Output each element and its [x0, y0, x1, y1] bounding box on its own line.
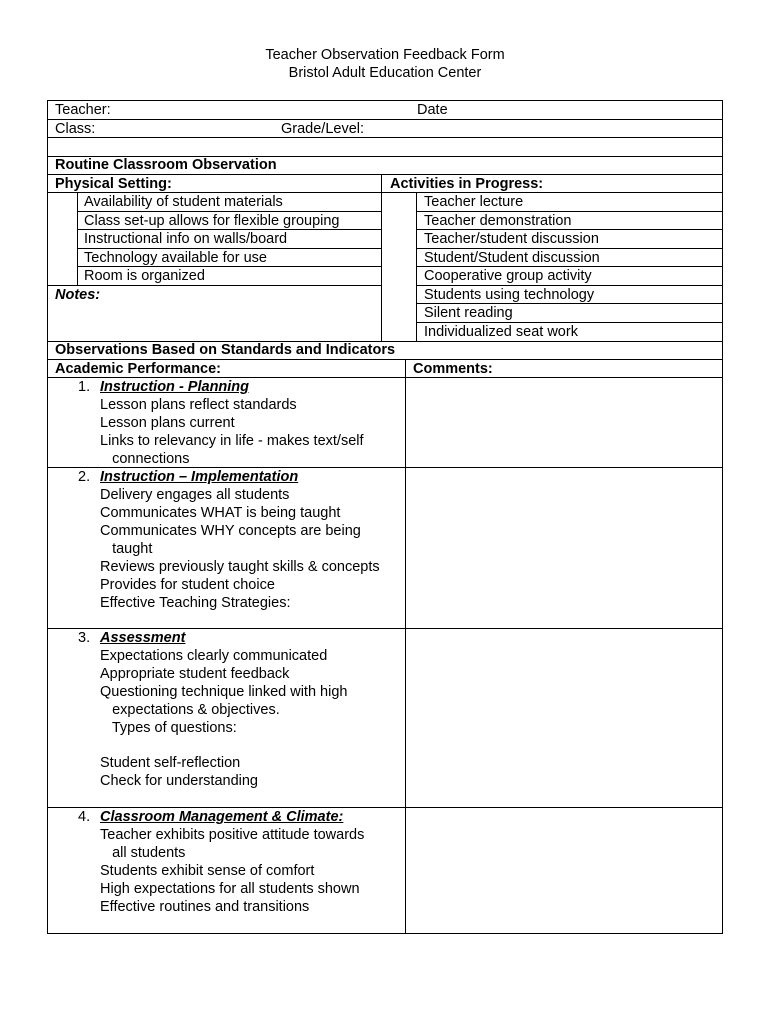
- section-number: 2.: [78, 469, 91, 485]
- form-title-line: Teacher Observation Feedback Form: [265, 47, 505, 63]
- section-line: all students: [100, 845, 186, 861]
- section-line: Provides for student choice: [100, 577, 275, 593]
- activity-item: Individualized seat work: [424, 324, 578, 340]
- activity-item: Teacher/student discussion: [424, 231, 599, 247]
- section-number: 3.: [78, 630, 91, 646]
- section-line: Appropriate student feedback: [100, 666, 290, 682]
- section-title: Instruction – Implementation: [100, 469, 299, 485]
- section-title: Assessment: [100, 630, 186, 646]
- notes-label: Notes:: [55, 287, 101, 303]
- activities-heading: Activities in Progress:: [390, 176, 544, 192]
- activity-item: Teacher demonstration: [424, 213, 572, 229]
- section-line: Delivery engages all students: [100, 487, 290, 503]
- section-line: connections: [100, 451, 190, 467]
- section-line: Check for understanding: [100, 773, 258, 789]
- section-number: 1.: [78, 379, 91, 395]
- standards-heading: Observations Based on Standards and Indicators: [55, 342, 396, 358]
- section-line: Student self-reflection: [100, 755, 241, 771]
- class-label: Class:: [55, 121, 96, 137]
- physical-setting-item: Availability of student materials: [84, 194, 283, 210]
- section-line: Lesson plans reflect standards: [100, 397, 297, 413]
- section-line: Expectations clearly communicated: [100, 648, 328, 664]
- physical-setting-heading: Physical Setting:: [55, 176, 172, 192]
- date-label: Date: [417, 102, 448, 118]
- section-title: Classroom Management & Climate:: [100, 809, 344, 825]
- section-line: Questioning technique linked with high: [100, 684, 348, 700]
- section-line: Communicates WHAT is being taught: [100, 505, 341, 521]
- activity-item: Cooperative group activity: [424, 268, 592, 284]
- column-divider: [381, 174, 382, 342]
- form-subtitle-line: Bristol Adult Education Center: [288, 65, 482, 81]
- section-line: Students exhibit sense of comfort: [100, 863, 315, 879]
- academic-performance-label: Academic Performance:: [55, 361, 222, 377]
- section-number: 4.: [78, 809, 91, 825]
- divider: [47, 119, 723, 120]
- comments-column-divider: [405, 359, 406, 934]
- section-line: Reviews previously taught skills & concepts: [100, 559, 380, 575]
- section-line: Links to relevancy in life - makes text/self: [100, 433, 364, 449]
- section-line: High expectations for all students shown: [100, 881, 360, 897]
- section-title: Instruction - Planning: [100, 379, 250, 395]
- physical-setting-item: Technology available for use: [84, 250, 267, 266]
- activity-item: Silent reading: [424, 305, 513, 321]
- section-line: Types of questions:: [100, 720, 237, 736]
- checkbox-column-line: [416, 192, 417, 342]
- routine-observation-heading: Routine Classroom Observation: [55, 157, 277, 173]
- section-line: Effective Teaching Strategies:: [100, 595, 291, 611]
- comments-label: Comments:: [413, 361, 493, 377]
- activity-item: Student/Student discussion: [424, 250, 600, 266]
- grade-level-label: Grade/Level:: [281, 121, 365, 137]
- divider: [47, 137, 723, 138]
- activity-item: Students using technology: [424, 287, 595, 303]
- checkbox-column-line: [77, 192, 78, 285]
- section-line: Effective routines and transitions: [100, 899, 310, 915]
- section-line: Teacher exhibits positive attitude towards: [100, 827, 365, 843]
- section-line: Communicates WHY concepts are being: [100, 523, 361, 539]
- physical-setting-item: Class set-up allows for flexible grouping: [84, 213, 340, 229]
- physical-setting-item: Instructional info on walls/board: [84, 231, 288, 247]
- section-line: expectations & objectives.: [100, 702, 280, 718]
- activity-item: Teacher lecture: [424, 194, 524, 210]
- section-line: taught: [100, 541, 153, 557]
- form-title: [0, 46, 770, 82]
- teacher-label: Teacher:: [55, 102, 111, 118]
- physical-setting-item: Room is organized: [84, 268, 205, 284]
- section-line: Lesson plans current: [100, 415, 235, 431]
